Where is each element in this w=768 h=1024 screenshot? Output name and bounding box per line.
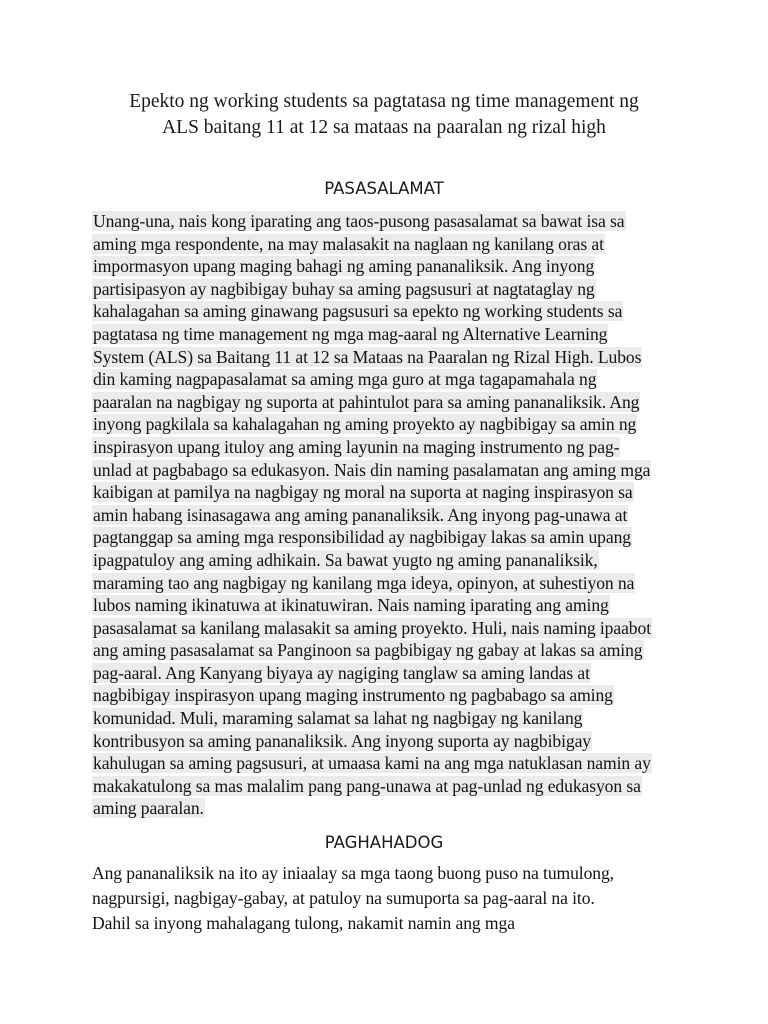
line-text: kaibigan at pamilya na nagbigay ng moral na suporta at naging inspirasyon sa [93,482,633,503]
paragraph-line [92,527,652,550]
paragraph-line [92,279,652,302]
line-text: ipagpatuloy ang aming adhikain. Sa bawat yugto ng aming pananaliksik, [93,549,598,570]
paragraph-line [92,753,652,776]
paragraph-line [92,301,652,324]
line-text: pasasalamat sa kanilang malasakit sa aming proyekto. Huli, nais naming ipaabot [93,617,651,638]
paragraph-line [92,234,652,257]
document-title-line-1: Epekto ng working students sa pagtatasa ng time management ng [129,91,639,112]
line-text: impormasyon upang maging bahagi ng aming pananaliksik. Ang inyong [93,256,595,277]
line-text: amin habang isinasagawa ang aming pananaliksik. Ang inyong pag-unawa at [93,504,628,525]
paragraph-line [92,505,652,528]
line-text: makakatulong sa mas malalim pang pang-unawa at pag-unlad ng edukasyon sa [93,775,641,796]
line-text: pagtatasa ng time management ng mga mag-aaral ng Alternative Learning [93,323,608,344]
paragraph-line [92,211,652,234]
paragraph-line [92,863,614,888]
paragraph-line [92,595,652,618]
line-text: nagpursigi, nagbigay-gabay, at patuloy na sumuporta sa pag-aaral na ito. [92,888,595,908]
paragraph-line [92,392,652,415]
paragraph-line [92,913,614,938]
paragraph-line [92,776,652,799]
paragraph-line [92,347,652,370]
paragraph-line [92,618,652,641]
paragraph-line [92,460,652,483]
paragraph-line [92,324,652,347]
line-text: paaralan na nagbigay ng suporta at pahintulot para sa aming pananaliksik. Ang [93,391,640,412]
pasasalamat-paragraph [92,211,652,821]
paragraph-line [92,573,652,596]
line-text: kontribusyon sa aming pananaliksik. Ang inyong suporta ay nagbibigay [93,730,591,751]
paragraph-line [92,414,652,437]
section-heading-pasasalamat: PASASALAMAT [324,179,444,198]
paragraph-line [92,482,652,505]
line-text: partisipasyon ay nagbibigay buhay sa aming pagsusuri at nagtataglay ng [93,278,595,299]
paragraph-line [92,708,652,731]
line-text: Ang pananaliksik na ito ay iniaalay sa mga taong buong puso na tumulong, [92,863,614,883]
paragraph-line [92,798,652,821]
paragraph-line [92,437,652,460]
line-text: inyong pagkilala sa kahalagahan ng aming proyekto ay nagbibigay sa amin ng [93,414,637,435]
paragraph-line [92,369,652,392]
line-text: maraming tao ang nagbigay ng kanilang mga ideya, opinyon, at suhestiyon na [93,572,635,593]
line-text: pag-aaral. Ang Kanyang biyaya ay nagiging tanglaw sa aming landas at [93,662,590,683]
line-text: inspirasyon upang ituloy ang aming layunin na maging instrumento ng pag- [93,436,620,457]
line-text: unlad at pagbabago sa edukasyon. Nais din naming pasalamatan ang aming mga [93,459,651,480]
line-text: nagbibigay inspirasyon upang maging instrumento ng pagbabago sa aming [93,685,613,706]
line-text: aming mga respondente, na may malasakit na naglaan ng kanilang oras at [93,233,604,254]
paragraph-line [92,550,652,573]
line-text: System (ALS) sa Baitang 11 at 12 sa Mataas na Paaralan ng Rizal High. Lubos [93,346,642,367]
paragraph-line [92,731,652,754]
paragraph-line [92,685,652,708]
document-title-line-2: ALS baitang 11 at 12 sa mataas na paaralan ng rizal high [162,117,606,138]
paragraph-line [92,663,652,686]
paragraph-line [92,640,652,663]
line-text: kahalagahan sa aming ginawang pagsusuri sa epekto ng working students sa [93,301,623,322]
paragraph-line [92,256,652,279]
section-heading-paghahadog: PAGHAHADOG [324,833,444,852]
line-text: Unang-una, nais kong iparating ang taos-pusong pasasalamat sa bawat isa sa [93,211,625,231]
paghahadog-paragraph [92,863,614,938]
line-text: din kaming nagpapasalamat sa aming mga guro at mga tagapamahala ng [93,369,597,390]
line-text: lubos naming ikinatuwa at ikinatuwiran. Nais naming iparating ang aming [93,595,609,616]
line-text: kahulugan sa aming pagsusuri, at umaasa kami na ang mga natuklasan namin ay [93,753,651,774]
line-text: komunidad. Muli, maraming salamat sa lahat ng nagbigay ng kanilang [93,708,583,729]
paragraph-line [92,888,614,913]
line-text: aming paaralan. [93,798,204,819]
line-text: Dahil sa inyong mahalagang tulong, nakamit namin ang mga [92,913,515,933]
line-text: pagtanggap sa aming mga responsibilidad ay nagbibigay lakas sa amin upang [93,527,631,548]
line-text: ang aming pasasalamat sa Panginoon sa pagbibigay ng gabay at lakas sa aming [93,640,643,661]
